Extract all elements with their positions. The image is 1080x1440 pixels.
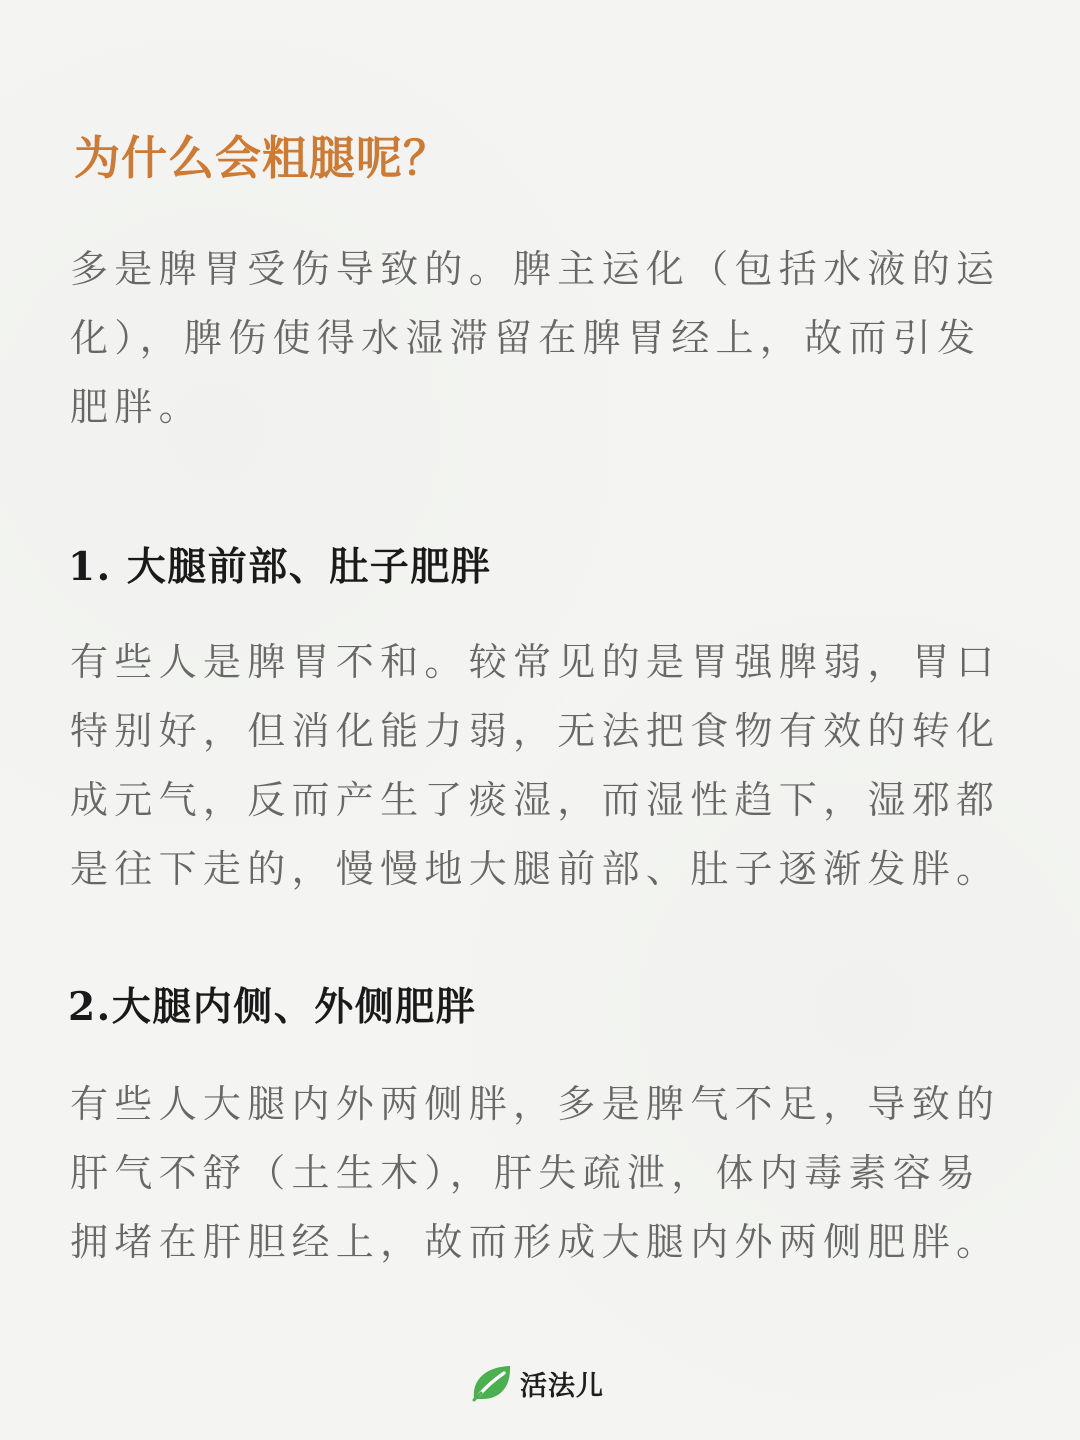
section-heading-2: 2.大腿内侧、外侧肥胖 xyxy=(68,984,477,1030)
leaf-logo-icon xyxy=(470,1363,514,1403)
intro-paragraph: 多是脾胃受伤导致的。脾主运化（包括水液的运化），脾伤使得水湿滞留在脾胃经上，故而引发肥胖。 xyxy=(70,247,1001,429)
section-body-1: 有些人是脾胃不和。较常见的是胃强脾弱，胃口特别好，但消化能力弱，无法把食物有效的转化成元气，反而产生了痰湿，而湿性趋下，湿邪都是往下走的，慢慢地大腿前部、肚子逐渐发胖。 xyxy=(70,640,1001,891)
section-heading-1: 1. 大腿前部、肚子肥胖 xyxy=(68,544,492,590)
section-body-2: 有些人大腿内外两侧胖，多是脾气不足，导致的肝气不舒（土生木），肝失疏泄，体内毒素容易拥堵在肝胆经上，故而形成大腿内外两侧肥胖。 xyxy=(70,1082,1001,1264)
page-title: 为什么会粗腿呢？ xyxy=(74,131,450,185)
brand-logo xyxy=(470,1358,604,1408)
brand-name: 活法儿 xyxy=(520,1370,604,1402)
